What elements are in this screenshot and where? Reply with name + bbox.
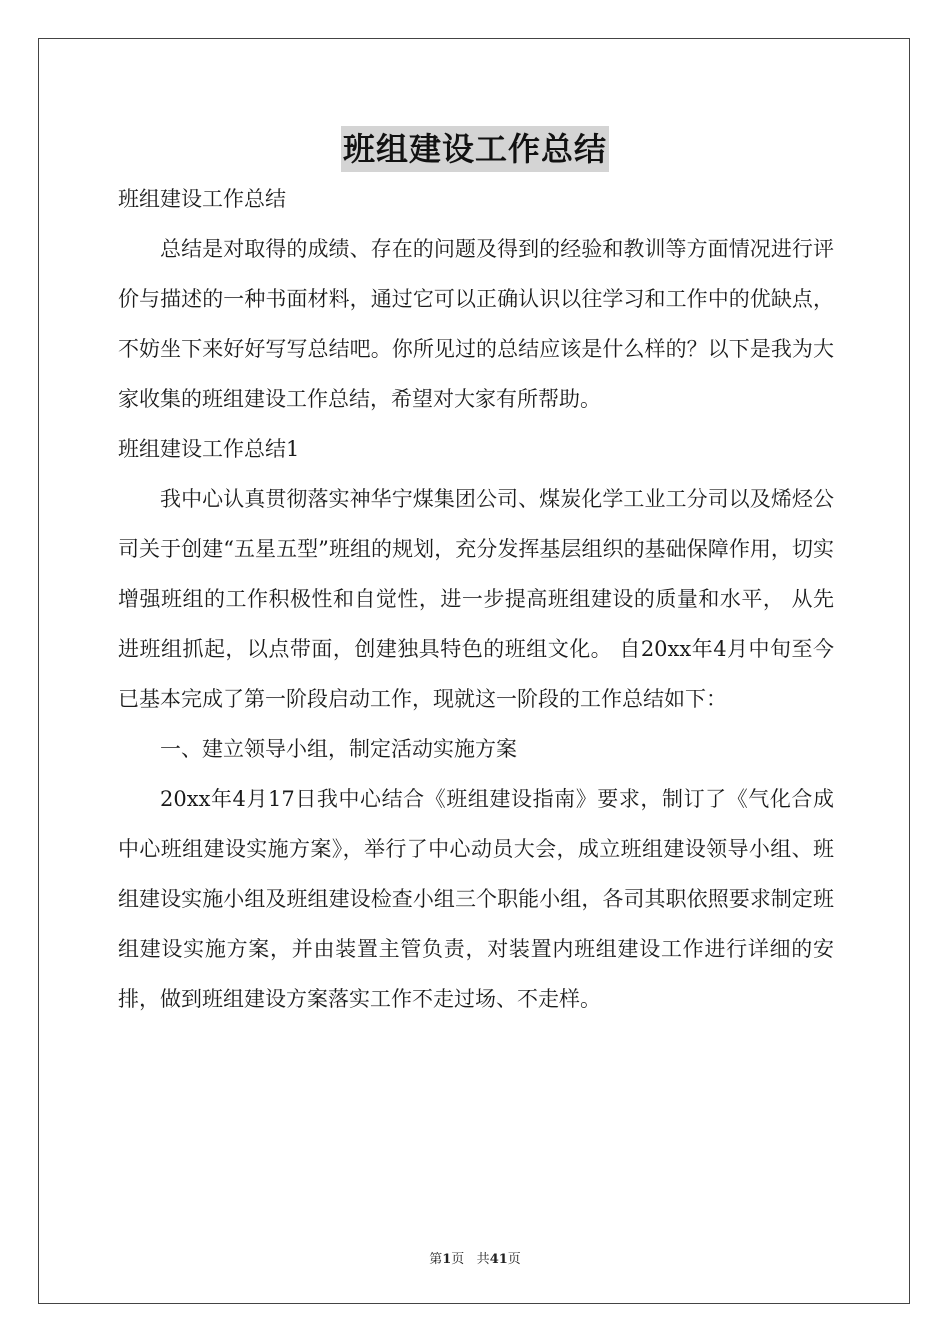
paragraph-intro: 总结是对取得的成绩、存在的问题及得到的经验和教训等方面情况进行评价与描述的一种书面材料，通过它可以正确认识以往学习和工作中的优缺点，不妨坐下来好好写写总结吧。你所见过的总结应该是什么样的？以下是我为大家收集的班组建设工作总结，希望对大家有所帮助。 xyxy=(118,237,834,411)
page-unit: 页 xyxy=(451,1252,465,1267)
paragraph-body: 20xx年4月17日我中心结合《班组建设指南》要求，制订了《气化合成中心班组建设实施方案》，举行了中心动员大会，成立班组建设领导小组、班组建设实施小组及班组建设检查小组三个职能小组，各司其职依照要求制定班组建设实施方案，并由装置主管负责，对装置内班组建设工作进行详细的安排，做到班组建设方案落实工作不走过场、不走样。 xyxy=(118,787,834,1011)
paragraph-section-heading: 班组建设工作总结1 xyxy=(118,437,300,461)
page-prefix: 第 xyxy=(429,1252,443,1267)
total-unit: 页 xyxy=(507,1252,521,1267)
title-container xyxy=(0,126,950,172)
current-page-number: 1 xyxy=(442,1252,452,1267)
page-footer xyxy=(0,1248,950,1267)
paragraph-subheading: 一、建立领导小组，制定活动实施方案 xyxy=(160,737,517,761)
paragraph-body: 我中心认真贯彻落实神华宁煤集团公司、煤炭化学工业工分司以及烯烃公司关于创建“五星五型”班组的规划，充分发挥基层组织的基础保障作用，切实增强班组的工作积极性和自觉性，进一步提高班组建设的质量和水平， 从先进班组抓起，以点带面，创建独具特色的班组文化。 自20xx年4月中旬至今已基本完成了第一阶段启动工作，现就这一阶段的工作总结如下： xyxy=(118,487,834,711)
paragraph-subtitle: 班组建设工作总结 xyxy=(118,187,286,211)
total-prefix: 共 xyxy=(476,1252,490,1267)
document-body xyxy=(118,174,834,1024)
document-title: 班组建设工作总结 xyxy=(341,126,609,172)
total-page-count: 41 xyxy=(489,1252,508,1267)
